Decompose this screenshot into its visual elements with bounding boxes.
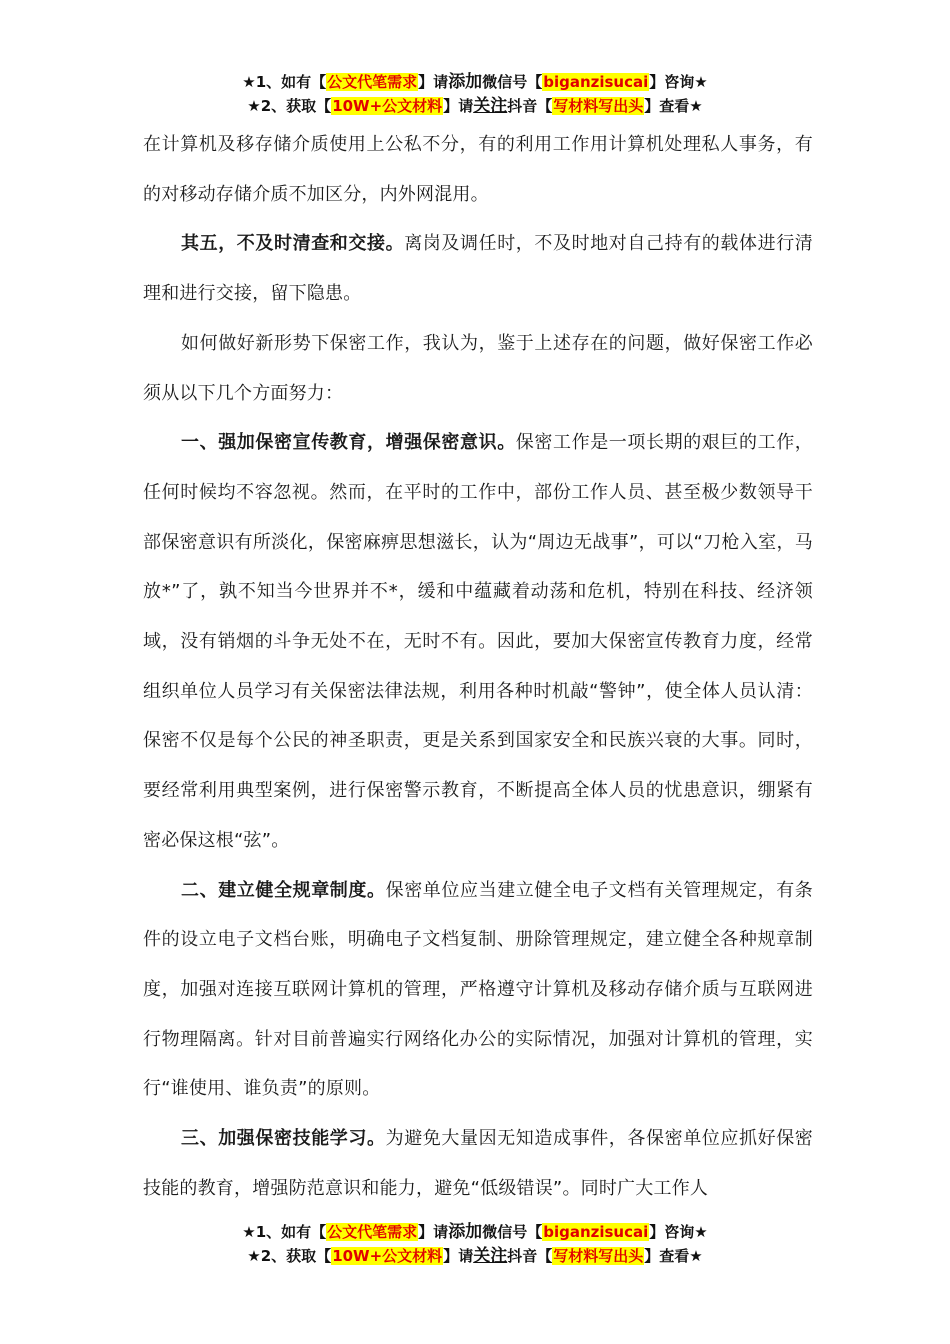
paragraph-text: 保密单位应当建立健全电子文档有关管理规定，有条件的设立电子文档台账，明确电子文档复制、册除管理规定，建立健全各种规章制度，加强对连接互联网计算机的管理，严格遵守计算机及移动存储介质与互联网进行物理隔离。针对目前普遍实行网络化办公的实际情况，加强对计算机的管理，实行“谁使用、谁负责”的原则。 <box>143 879 813 1100</box>
banner-text: 】请 <box>443 97 474 115</box>
banner-text: 】查看★ <box>644 1247 703 1265</box>
highlight-douyin-account: 写材料写出头 <box>553 1247 644 1265</box>
paragraph-text: 为避免大量因无知造成事件，各保密单位应抓好保密技能的教育，增强防范意识和能力，避免“低级错误”。同时广大工作人 <box>143 1128 813 1199</box>
banner-text: 微信号【 <box>482 73 543 91</box>
banner-text: 】咨询★ <box>649 73 708 91</box>
banner-emphasis: 关注 <box>473 1246 508 1266</box>
banner-emphasis: 添加 <box>448 72 483 92</box>
banner-text: 微信号【 <box>482 1223 543 1241</box>
banner-text: 】请 <box>418 1223 449 1241</box>
highlight-materials: 10W+公文材料 <box>332 97 443 115</box>
paragraph-1 <box>143 120 813 219</box>
banner-line-1 <box>0 1220 950 1244</box>
highlight-douyin-account: 写材料写出头 <box>553 97 644 115</box>
paragraph-heading: 其五，不及时清查和交接。 <box>181 233 405 255</box>
paragraph-heading: 三、加强保密技能学习。 <box>181 1128 386 1150</box>
highlight-writing-service: 公文代笔需求 <box>327 1223 418 1241</box>
paragraph-4 <box>143 418 813 865</box>
highlight-writing-service: 公文代笔需求 <box>327 73 418 91</box>
paragraph-5 <box>143 866 813 1115</box>
paragraph-text: 保密工作是一项长期的艰巨的工作，任何时候均不容忽视。然而，在平时的工作中，部份工作人员、甚至极少数领导干部保密意识有所淡化，保密麻痹思想滋长，认为“周边无战事”，可以“刀枪入室，马放*”了，孰不知当今世界并不*，缓和中蕴藏着动荡和危机，特别在科技、经济领域，没有销烟的斗争无处不在，无时不有。因此，要加大保密宣传教育力度，经常组织单位人员学习有关保密法律法规，利用各种时机敲“警钟”，使全体人员认清：保密不仅是每个公民的神圣职责，更是关系到国家安全和民族兴衰的大事。同时，要经常利用典型案例，进行保密警示教育，不断提高全体人员的忧患意识，绷紧有密必保这根“弦”。 <box>143 432 813 851</box>
highlight-wechat-id: biganzisucai <box>543 1223 649 1241</box>
top-banner <box>0 70 950 118</box>
bottom-banner <box>0 1220 950 1268</box>
document-body <box>143 120 813 1213</box>
paragraph-text: 在计算机及移存储介质使用上公私不分，有的利用工作用计算机处理私人事务，有的对移动存储介质不加区分，内外网混用。 <box>143 134 813 205</box>
highlight-wechat-id: biganzisucai <box>543 73 649 91</box>
banner-text: 抖音【 <box>507 97 553 115</box>
paragraph-text: 如何做好新形势下保密工作，我认为，鉴于上述存在的问题，做好保密工作必须从以下几个方面努力： <box>143 332 813 404</box>
paragraph-3 <box>143 319 813 418</box>
banner-text: 抖音【 <box>507 1247 553 1265</box>
paragraph-heading: 一、强加保密宣传教育，增强保密意识。 <box>181 432 516 454</box>
banner-line-1 <box>0 70 950 94</box>
banner-emphasis: 添加 <box>448 1222 483 1242</box>
banner-text: ★1、如有【 <box>242 73 327 91</box>
paragraph-text: 离岗及调任时，不及时地对自己持有的载体进行清理和进行交接，留下隐患。 <box>143 233 813 305</box>
banner-emphasis: 关注 <box>473 96 508 116</box>
banner-text: 】查看★ <box>644 97 703 115</box>
banner-text: 】请 <box>443 1247 474 1265</box>
banner-line-2 <box>0 94 950 118</box>
highlight-materials: 10W+公文材料 <box>332 1247 443 1265</box>
banner-text: 】请 <box>418 73 449 91</box>
paragraph-heading: 二、建立健全规章制度。 <box>181 879 386 901</box>
banner-line-2 <box>0 1244 950 1268</box>
banner-text: ★2、获取【 <box>247 1247 332 1265</box>
banner-text: ★1、如有【 <box>242 1223 327 1241</box>
banner-text: 】咨询★ <box>649 1223 708 1241</box>
paragraph-6 <box>143 1114 813 1213</box>
paragraph-2 <box>143 219 813 318</box>
banner-text: ★2、获取【 <box>247 97 332 115</box>
